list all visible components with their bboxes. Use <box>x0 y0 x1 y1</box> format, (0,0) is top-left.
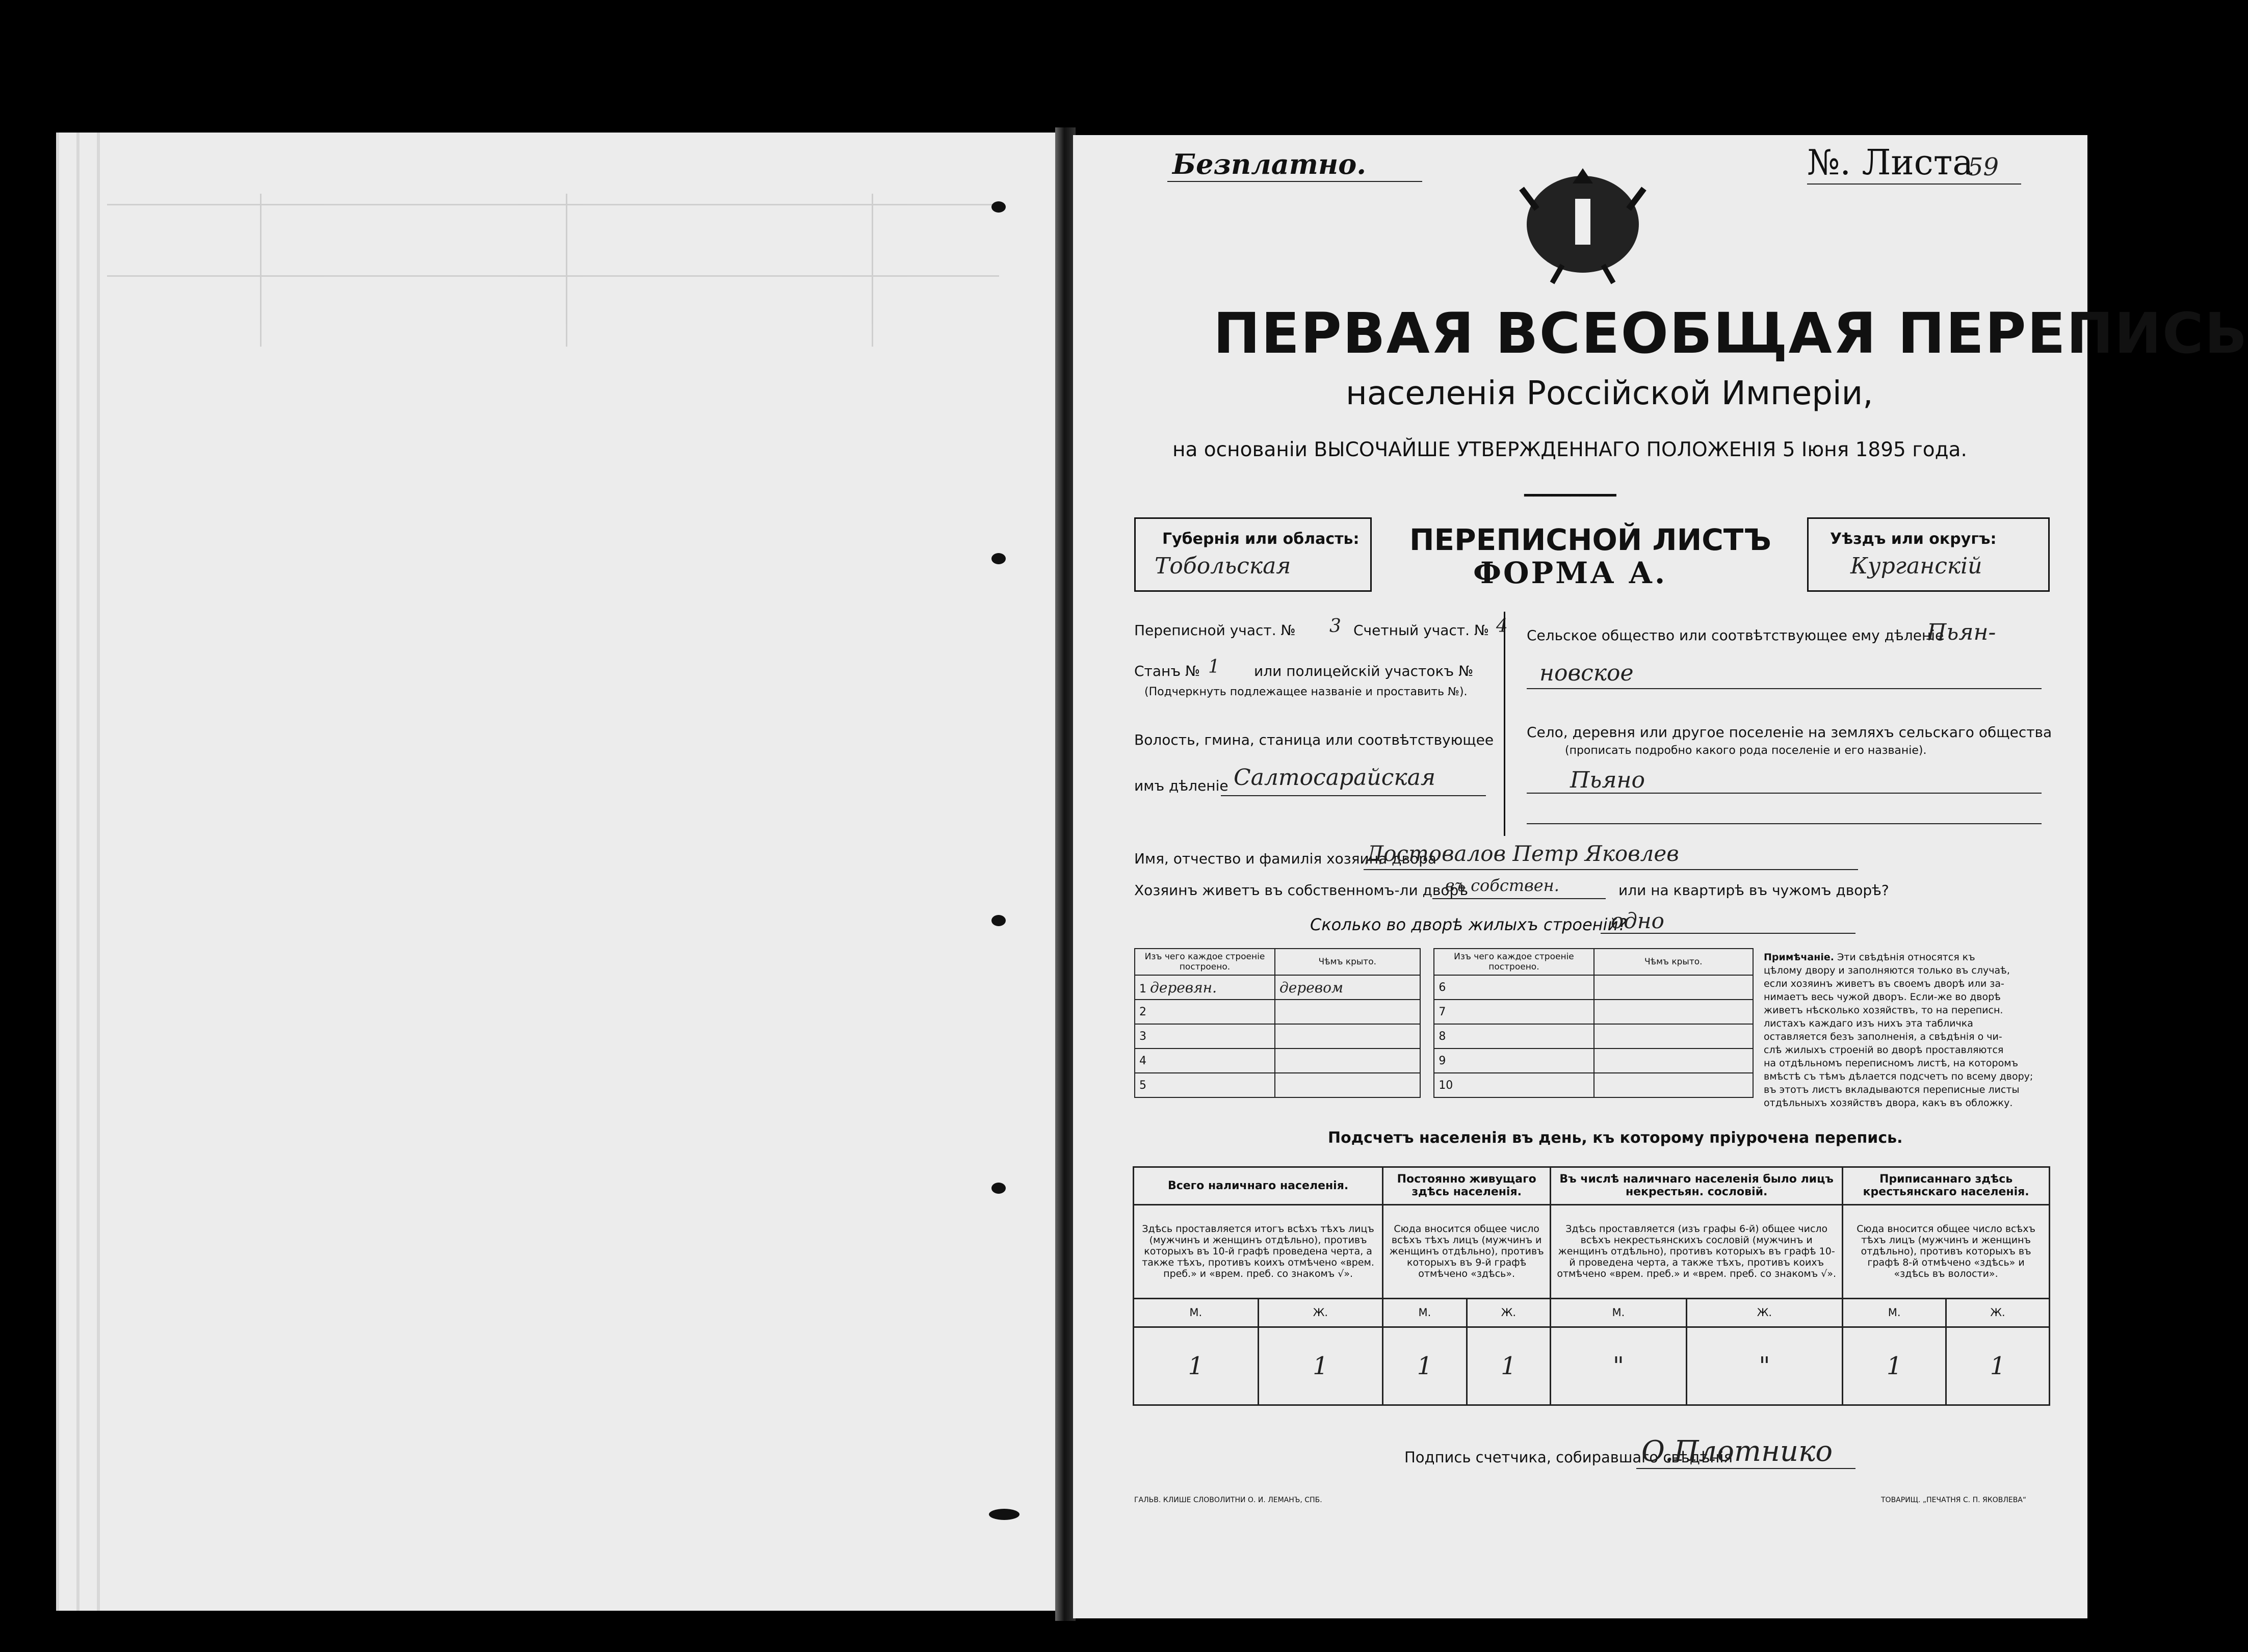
note-line: нимаетъ весь чужой дворъ. Если-же во дворѣ <box>1764 991 2001 1003</box>
note-line: на отдѣльномъ переписномъ листѣ, на которомъ <box>1764 1058 2019 1069</box>
female-label: Ж. <box>1686 1298 1843 1327</box>
fill-line <box>1364 869 1858 870</box>
volost-label: Волость, гмина, станица или соотвѣтствующее <box>1134 731 1494 748</box>
page-edge <box>56 133 59 1611</box>
fill-line <box>1601 933 1855 934</box>
roof-cell: деревом <box>1275 975 1420 1000</box>
imperial-eagle-emblem <box>1517 148 1649 285</box>
footer-right: ТОВАРИЩ. „ПЕЧАТНЯ С. П. ЯКОВЛЕВА“ <box>1881 1496 2027 1504</box>
owner-label: Имя, отчество и фамилія хозяина двора <box>1134 850 1437 867</box>
row-number: 2 <box>1135 1000 1275 1024</box>
non-peasant-male-value: " <box>1551 1327 1686 1405</box>
row-number: 10 <box>1434 1073 1593 1097</box>
note-block <box>1764 951 2047 1110</box>
female-label: Ж. <box>1258 1298 1383 1327</box>
row-number: 5 <box>1135 1073 1275 1097</box>
row-number: 7 <box>1434 1000 1593 1024</box>
legal-basis: на основаніи ВЫСОЧАЙШЕ УТВЕРЖДЕННАГО ПОЛОЖЕНІЯ 5 Іюня 1895 года. <box>1172 438 1967 461</box>
row-number: 4 <box>1135 1048 1275 1073</box>
province-value: Тобольская <box>1155 553 1291 579</box>
punch-hole <box>991 201 1006 213</box>
total-description: Здѣсь проставляется итогъ всѣхъ тѣхъ лицъ (мужчинъ и женщинъ отдѣльно), противъ которыхъ въ 10-й графѣ проведена черта, а также тѣхъ, противъ коихъ отмѣчено «врем. преб.» и «врем. преб. со знакомъ √». <box>1134 1204 1383 1298</box>
male-label: М. <box>1843 1298 1946 1327</box>
footer-left: ГАЛЬВ. КЛИШЕ СЛОВОЛИТНИ О. И. ЛЕМАНЪ, СПБ. <box>1134 1496 1322 1504</box>
fill-line <box>1527 688 2042 689</box>
fill-line <box>1432 898 1606 899</box>
stan-label: Станъ № <box>1134 663 1200 679</box>
table-row <box>1135 1073 1753 1097</box>
permanent-female-value: 1 <box>1467 1327 1551 1405</box>
row-number: 9 <box>1434 1048 1593 1073</box>
fill-line <box>1221 795 1486 796</box>
census-district-label: Переписной участ. № <box>1134 622 1296 639</box>
total-header: Всего наличнаго населенія. <box>1134 1167 1383 1205</box>
punch-hole <box>989 1509 1020 1520</box>
rule <box>1167 181 1422 182</box>
note-line: цѣлому двору и заполняются только въ случаѣ, <box>1764 965 2010 976</box>
count-district-label: Счетный участ. № <box>1353 622 1489 639</box>
sheet-number-value: 59 <box>1968 153 1999 181</box>
stan-value: 1 <box>1208 657 1220 677</box>
table-row: 1 деревян. деревом 6 <box>1135 975 1753 1000</box>
district-value: Курганскій <box>1850 553 1982 579</box>
village-label: Село, деревня или другое поселеніе на земляхъ сельскаго общества <box>1527 724 2052 741</box>
row-number: 3 <box>1135 1024 1275 1048</box>
society-value-2: новское <box>1539 660 1634 686</box>
signature-value: О.Плотнико <box>1641 1435 1833 1468</box>
owner-value: Достовалов Петр Яковлев <box>1366 841 1679 866</box>
ornament-divider: ━━━━━━━━━━ <box>1524 487 1616 505</box>
sheet-number-label: №. Листа <box>1807 143 1973 183</box>
own-yard-label: Хозяинъ живетъ въ собственномъ-ли дворѣ <box>1134 882 1469 899</box>
buildings-table <box>1134 948 1754 1098</box>
fill-line <box>1527 823 2042 824</box>
permanent-header: Постоянно живущаго здѣсь населенія. <box>1383 1167 1551 1205</box>
page-edge <box>97 133 100 1611</box>
column-divider <box>1504 612 1505 836</box>
free-label: Безплатно. <box>1172 148 1367 180</box>
total-female-value: 1 <box>1258 1327 1383 1405</box>
male-label: М. <box>1551 1298 1686 1327</box>
province-label: Губернія или область: <box>1162 530 1360 548</box>
buildings-value: одно <box>1611 908 1664 933</box>
note-line: слѣ жилыхъ строеній во дворѣ проставляются <box>1764 1044 2004 1056</box>
material-header: Изъ чего каждое строеніе построено. <box>1434 949 1593 975</box>
census-district-value: 3 <box>1329 616 1341 637</box>
underline-note: (Подчеркнуть подлежащее названіе и проставить №). <box>1144 686 1468 698</box>
form-title: ПЕРВАЯ ВСЕОБЩАЯ ПЕРЕПИСЬ <box>1213 301 2248 366</box>
peasant-female-value: 1 <box>1946 1327 2050 1405</box>
male-label: М. <box>1134 1298 1259 1327</box>
roof-header: Чѣмъ крыто. <box>1594 949 1753 975</box>
note-line: живетъ нѣсколько хозяйствъ, то на переписн. <box>1764 1005 2003 1016</box>
note-title: Примѣчаніе. <box>1764 952 1834 963</box>
punch-hole <box>991 915 1006 926</box>
note-line: Эти свѣдѣнія относятся къ <box>1837 952 1975 963</box>
permanent-male-value: 1 <box>1383 1327 1467 1405</box>
volost-label-2: имъ дѣленіе <box>1134 777 1228 794</box>
material-cell: деревян. <box>1150 979 1217 996</box>
count-district-value: 4 <box>1496 616 1508 637</box>
rule <box>1807 183 2021 185</box>
police-label: или полицейскій участокъ № <box>1254 663 1474 679</box>
rent-label: или на квартирѣ въ чужомъ дворѣ? <box>1618 882 1889 899</box>
male-label: М. <box>1383 1298 1467 1327</box>
count-title: Подсчетъ населенія въ день, къ которому пріурочена перепись. <box>1328 1129 1903 1147</box>
form-name: ПЕРЕПИСНОЙ ЛИСТЪ <box>1409 522 1771 557</box>
fill-line <box>1527 793 2042 794</box>
table-row <box>1135 1000 1753 1024</box>
total-male-value: 1 <box>1134 1327 1259 1405</box>
form-subtitle: населенія Россійской Имперіи, <box>1346 375 1873 412</box>
non-peasant-header: Въ числѣ наличнаго населенія было лицъ некрестьян. сословій. <box>1551 1167 1843 1205</box>
village-note: (прописать подробно какого рода поселеніе и его названіе). <box>1565 744 1927 757</box>
non-peasant-description: Здѣсь проставляется (изъ графы 6-й) общее число всѣхъ некрестьянскихъ сословій (мужчинъ и женщинъ отдѣльно), противъ которыхъ въ графѣ 10-й проведена черта, а также тѣхъ, противъ коихъ отмѣчено «врем. преб.» и «врем. преб. со знакомъ √». <box>1551 1204 1843 1298</box>
female-label: Ж. <box>1946 1298 2050 1327</box>
society-value: Пьян- <box>1927 619 1996 645</box>
book-fold <box>1055 127 1076 1621</box>
table-row <box>1135 1048 1753 1073</box>
note-line: листахъ каждаго изъ нихъ эта табличка <box>1764 1018 1973 1029</box>
table-row <box>1135 1024 1753 1048</box>
row-number: 6 <box>1434 975 1593 1000</box>
bleed-through <box>107 194 999 652</box>
peasant-header: Приписаннаго здѣсь крестьянскаго населенія. <box>1843 1167 2050 1205</box>
roof-header: Чѣмъ крыто. <box>1275 949 1420 975</box>
form-letter: ФОРМА А. <box>1473 556 1667 590</box>
peasant-male-value: 1 <box>1843 1327 1946 1405</box>
row-number: 8 <box>1434 1024 1593 1048</box>
non-peasant-female-value: " <box>1686 1327 1843 1405</box>
own-yard-value: въ собствен. <box>1445 876 1559 895</box>
signature-label: Подпись счетчика, собиравшаго свѣдѣнія <box>1404 1449 1733 1466</box>
society-label: Сельское общество или соотвѣтствующее ему дѣленіе <box>1527 627 1944 644</box>
buildings-label: Сколько во дворѣ жилыхъ строеній? <box>1310 915 1627 934</box>
page-edge <box>76 133 80 1611</box>
punch-hole <box>991 553 1006 564</box>
peasant-description: Сюда вносится общее число всѣхъ тѣхъ лицъ (мужчинъ и женщинъ отдѣльно), противъ которыхъ въ графѣ 8-й отмѣчено «здѣсь» и «здѣсь въ волости». <box>1843 1204 2050 1298</box>
signature-line <box>1636 1468 1855 1469</box>
female-label: Ж. <box>1467 1298 1551 1327</box>
note-line: въ этотъ листъ вкладываются переписные листы <box>1764 1084 2020 1095</box>
note-line: отдѣльныхъ хозяйствъ двора, какъ въ обложку. <box>1764 1097 2013 1109</box>
note-line: вмѣстѣ съ тѣмъ дѣлается подсчетъ по всему двору; <box>1764 1071 2033 1082</box>
district-label: Уѣздъ или округъ: <box>1830 530 1997 548</box>
population-table <box>1133 1166 2050 1406</box>
note-line: если хозяинъ живетъ въ своемъ дворѣ или за- <box>1764 978 2004 989</box>
note-line: оставляется безъ заполненія, а свѣдѣнія о чи- <box>1764 1031 2002 1042</box>
permanent-description: Сюда вносится общее число всѣхъ тѣхъ лицъ (мужчинъ и женщинъ отдѣльно), противъ которыхъ въ 9-й графѣ отмѣчено «здѣсь». <box>1383 1204 1551 1298</box>
village-value: Пьяно <box>1570 767 1645 793</box>
volost-value: Салтосарайская <box>1234 765 1436 791</box>
punch-hole <box>991 1183 1006 1194</box>
material-header: Изъ чего каждое строеніе построено. <box>1135 949 1275 975</box>
